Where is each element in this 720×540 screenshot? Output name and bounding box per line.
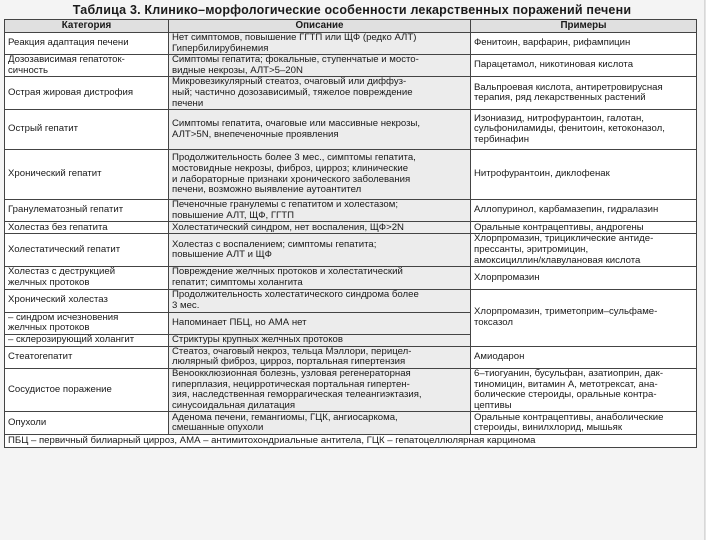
description-cell: Продолжительность более 3 мес., симптомы гепатита, мостовидные некрозы, фиброз, цирроз; клинические и лабораторные признаки хронического заболевания печени, возможно выявление аутоантител	[169, 150, 471, 200]
drug-liver-injury-table	[4, 19, 697, 448]
description-cell: Симптомы гепатита, очаговые или массивные некрозы, АЛТ>5N, внепеченочные проявления	[169, 110, 471, 150]
description-cell: Продолжительность холестатического синдрома более 3 мес.	[169, 289, 471, 312]
table-row	[5, 267, 697, 289]
table-row	[5, 222, 697, 234]
category-cell: Стеатогепатит	[5, 346, 169, 368]
category-cell: Холестаз с деструкцией желчных протоков	[5, 267, 169, 289]
description-cell: Веноокклюзионная болезнь, узловая регенераторная гиперплазия, нецирротическая портальная гипертен- зия, наследственная геморрагическая телеангиэктазия, синусоидальная дилатация	[169, 368, 471, 411]
description-cell: Нет симптомов, повышение ГГТП или ЩФ (редко АЛТ) Гипербилирубинемия	[169, 33, 471, 55]
footnote-row	[5, 435, 697, 448]
examples-cell: Амиодарон	[471, 346, 697, 368]
table-row	[5, 234, 697, 267]
category-cell: – синдром исчезновения желчных протоков	[5, 312, 169, 334]
category-cell: – склерозирующий холангит	[5, 334, 169, 346]
category-cell: Холестатический гепатит	[5, 234, 169, 267]
category-cell: Сосудистое поражение	[5, 368, 169, 411]
table-row	[5, 55, 697, 77]
table-row	[5, 110, 697, 150]
category-cell: Реакция адаптация печени	[5, 33, 169, 55]
footnote: ПБЦ – первичный билиарный цирроз, АМА – антимитохондриальные антитела, ГЦК – гепатоцеллюлярная карцинома	[5, 435, 697, 448]
examples-cell: Хлорпромазин	[471, 267, 697, 289]
table-row	[5, 346, 697, 368]
category-cell: Острая жировая дистрофия	[5, 77, 169, 110]
examples-cell: Аллопуринол, карбамазепин, гидралазин	[471, 200, 697, 222]
description-cell: Печеночные гранулемы с гепатитом и холестазом; повышение АЛТ, ЩФ, ГГТП	[169, 200, 471, 222]
category-cell: Холестаз без гепатита	[5, 222, 169, 234]
category-cell: Опухоли	[5, 412, 169, 435]
examples-cell: Изониазид, нитрофурантоин, галотан, сульфониламиды, фенитоин, кетоконазол, тербинафин	[471, 110, 697, 150]
table-row	[5, 150, 697, 200]
category-cell: Хронический гепатит	[5, 150, 169, 200]
description-cell: Холестаз с воспалением; симптомы гепатита; повышение АЛТ и ЩФ	[169, 234, 471, 267]
category-cell: Острый гепатит	[5, 110, 169, 150]
header-description: Описание	[169, 20, 471, 33]
description-cell: Холестатический синдром, нет воспаления, ЩФ>2N	[169, 222, 471, 234]
description-cell: Микровезикулярный стеатоз, очаговый или диффуз- ный; частично дозозависимый, тяжелое повреждение печени	[169, 77, 471, 110]
examples-cell: Фенитоин, варфарин, рифампицин	[471, 33, 697, 55]
header-row	[5, 20, 697, 33]
examples-cell: Вальпроевая кислота, антиретровирусная терапия, ряд лекарственных растений	[471, 77, 697, 110]
examples-cell: Нитрофурантоин, диклофенак	[471, 150, 697, 200]
description-cell: Аденома печени, гемангиомы, ГЦК, ангиосаркома, смешанные опухоли	[169, 412, 471, 435]
table-title: Таблица 3. Клинико–морфологические особенности лекарственных поражений печени	[72, 3, 632, 17]
category-cell: Гранулематозный гепатит	[5, 200, 169, 222]
table-row	[5, 289, 697, 312]
examples-cell: Оральные контрацептивы, андрогены	[471, 222, 697, 234]
description-cell: Стеатоз, очаговый некроз, тельца Мэллори, перицел- люлярный фиброз, цирроз, портальная гипертензия	[169, 346, 471, 368]
category-cell: Дозозависимая гепатоток- сичность	[5, 55, 169, 77]
examples-cell: Парацетамол, никотиновая кислота	[471, 55, 697, 77]
description-cell: Повреждение желчных протоков и холестатический гепатит; симптомы холангита	[169, 267, 471, 289]
examples-cell: Оральные контрацептивы, анаболические стероиды, винилхлорид, мышьяк	[471, 412, 697, 435]
table-row	[5, 200, 697, 222]
category-cell: Хронический холестаз	[5, 289, 169, 312]
table-row	[5, 33, 697, 55]
header-category: Категория	[5, 20, 169, 33]
description-cell: Симптомы гепатита; фокальные, ступенчатые и мосто- видные некрозы, АЛТ>5–20N	[169, 55, 471, 77]
examples-cell: 6–тиогуанин, бусульфан, азатиоприн, дак- тиномицин, витамин А, метотрексат, ана- болические стероиды, оральные контра- цептивы	[471, 368, 697, 411]
description-cell: Стриктуры крупных желчных протоков	[169, 334, 471, 346]
header-examples: Примеры	[471, 20, 697, 33]
table-row	[5, 412, 697, 435]
side-strip	[705, 0, 720, 540]
description-cell: Напоминает ПБЦ, но АМА нет	[169, 312, 471, 334]
table-row	[5, 368, 697, 411]
table-row	[5, 77, 697, 110]
examples-cell: Хлорпромазин, триметоприм–сульфаме- токсазол	[471, 289, 697, 346]
examples-cell: Хлорпромазин, трициклические антиде- прессанты, эритромицин, амоксициллин/клавулановая кислота	[471, 234, 697, 267]
